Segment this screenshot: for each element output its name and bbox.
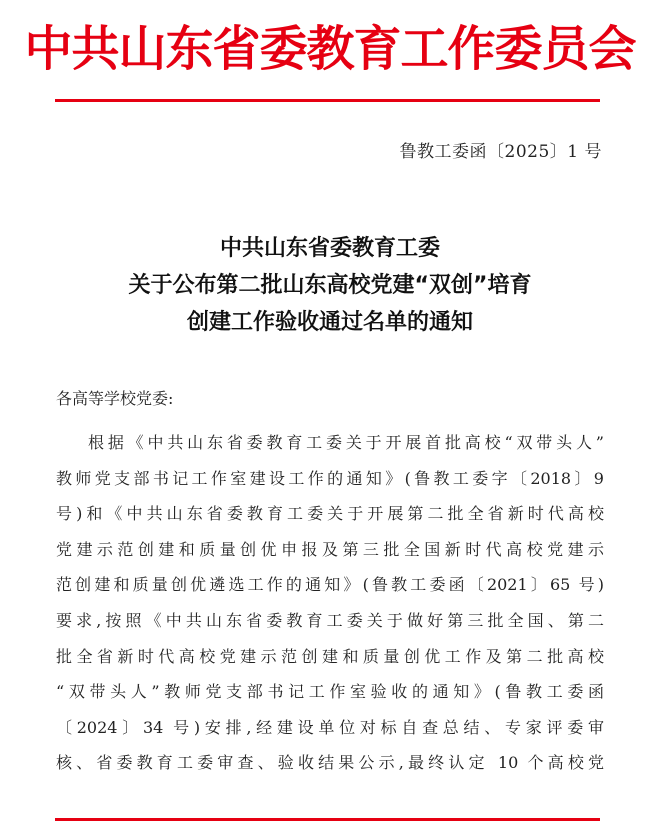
body-line-4: 党建示范创建和质量创优申报及第三批全国新时代高校党建示 [56, 539, 604, 559]
body-line-1: 根据《中共山东省委教育工委关于开展首批高校“双带头人” [88, 433, 604, 452]
title-line-3: 创建工作验收通过名单的通知 [186, 310, 473, 335]
top-red-rule [55, 99, 600, 102]
bottom-red-rule [55, 818, 600, 821]
body-text [56, 425, 604, 781]
title-line-2: 关于公布第二批山东高校党建“双创”培育 [128, 273, 532, 298]
body-line-3: 号)和《中共山东省委教育工委关于开展第二批全省新时代高校 [56, 504, 604, 524]
masthead-title: 中共山东省委教育工作委员会 [24, 21, 636, 77]
body-line-8: “双带头人”教师党支部书记工作室验收的通知》(鲁教工委函 [56, 682, 604, 702]
body-line-7: 批全省新时代高校党建示范创建和质量创优工作及第二批高校 [56, 646, 604, 666]
salutation: 各高等学校党委: [56, 389, 174, 408]
body-line-6: 要求,按照《中共山东省委教育工委关于做好第三批全国、第二 [56, 610, 604, 630]
body-line-5: 范创建和质量创优遴选工作的通知》(鲁教工委函〔2021〕65 号) [56, 575, 604, 595]
body-line-2: 教师党支部书记工作室建设工作的通知》(鲁教工委字〔2018〕9 [56, 468, 604, 488]
notice-title [0, 230, 660, 341]
document-number: 鲁教工委函〔2025〕1 号 [399, 142, 602, 162]
body-line-9: 〔2024〕34 号)安排,经建设单位对标自查总结、专家评委审 [56, 717, 604, 737]
body-line-10: 核、省委教育工委审查、验收结果公示,最终认定 10 个高校党 [56, 753, 604, 773]
title-line-1: 中共山东省委教育工委 [219, 236, 440, 261]
